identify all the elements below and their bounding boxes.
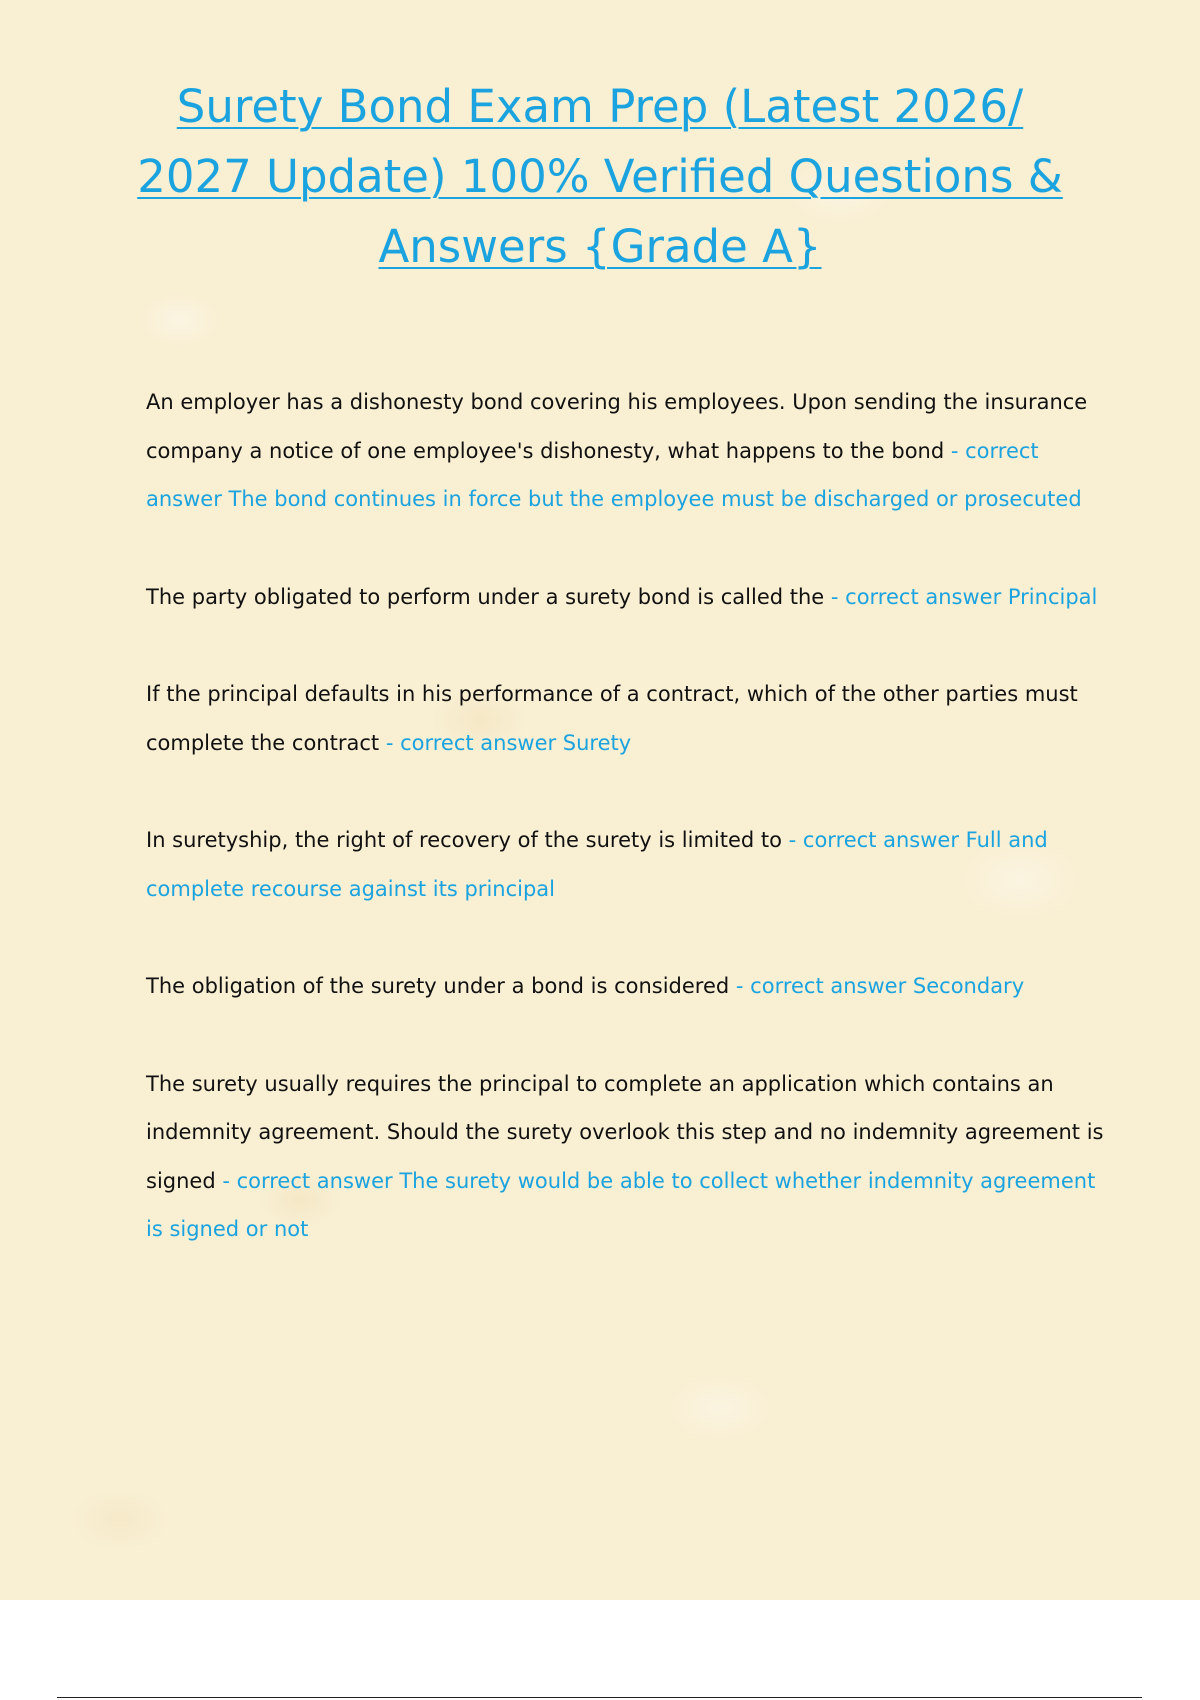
qa-item-5 bbox=[146, 962, 1106, 1011]
answer-text: - correct answer Full and complete recourse against its principal bbox=[146, 828, 1048, 901]
qa-item-2 bbox=[146, 573, 1106, 622]
answer-text: - correct answer Principal bbox=[830, 584, 1098, 609]
answer-text: - correct answer Secondary bbox=[735, 974, 1025, 998]
question-text: The obligation of the surety under a bond is considered bbox=[146, 974, 736, 998]
question-text: In suretyship, the right of recovery of the surety is limited to bbox=[146, 828, 789, 852]
qa-item-6 bbox=[146, 1060, 1106, 1254]
answer-text: - correct answer The surety would be able to collect whether indemnity agreement is signed or not bbox=[146, 1168, 1096, 1241]
qa-item-3 bbox=[146, 670, 1106, 767]
qa-item-4 bbox=[146, 816, 1106, 913]
question-text: The party obligated to perform under a surety bond is called the bbox=[146, 584, 831, 609]
answer-text: - correct answer Surety bbox=[385, 730, 632, 755]
answer-text: - correct answer The bond continues in force but the employee must be discharged or prosecuted bbox=[146, 438, 1082, 511]
footer-divider bbox=[57, 1697, 1142, 1698]
qa-list bbox=[146, 378, 1106, 1303]
question-text: If the principal defaults in his performance of a contract, which of the other parties must complete the contract bbox=[146, 682, 1078, 755]
question-text: An employer has a dishonesty bond covering his employees. Upon sending the insurance company a notice of one employee's dishonesty, what happens to the bond bbox=[146, 390, 1088, 463]
question-text: The surety usually requires the principal to complete an application which contains an indemnity agreement. Should the surety overlook this step and no indemnity agreement is signed bbox=[146, 1071, 1104, 1193]
document-title: Surety Bond Exam Prep (Latest 2026/ 2027 Update) 100% Verified Questions & Answers {Grade A} bbox=[137, 80, 1063, 273]
qa-item-1 bbox=[146, 378, 1106, 524]
